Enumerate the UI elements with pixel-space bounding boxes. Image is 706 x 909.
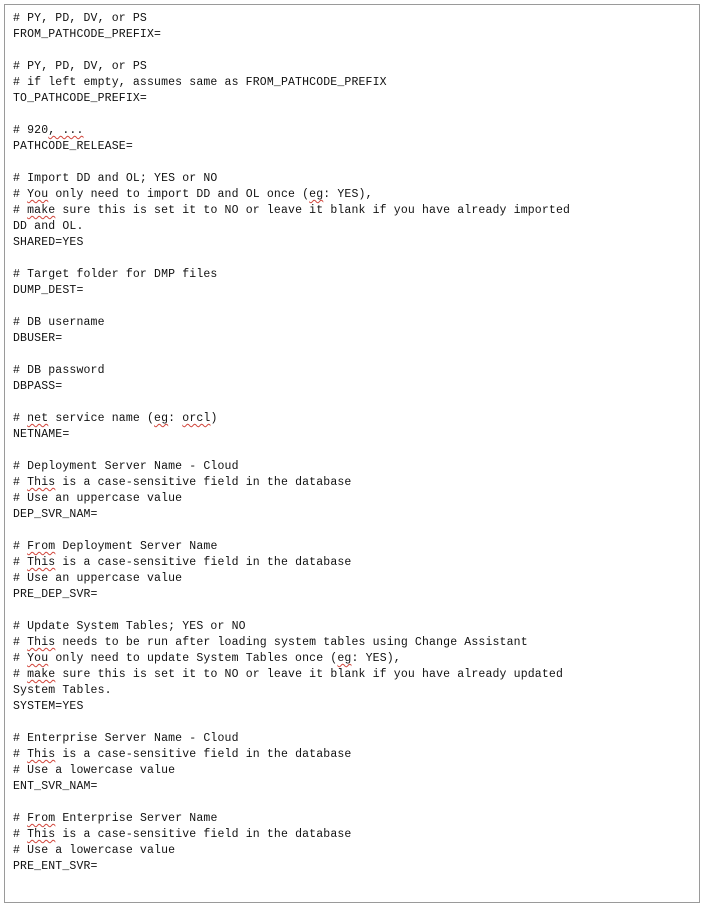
line-text: : bbox=[168, 412, 183, 425]
line-text: # bbox=[13, 748, 28, 761]
config-line bbox=[13, 59, 697, 75]
line-text: DD and OL. bbox=[13, 220, 84, 233]
config-line bbox=[13, 379, 697, 395]
config-line bbox=[13, 363, 697, 379]
line-text: # bbox=[13, 188, 28, 201]
line-text: # 920 bbox=[13, 124, 49, 137]
config-line bbox=[13, 91, 697, 107]
config-line bbox=[13, 187, 697, 203]
config-line bbox=[13, 139, 697, 155]
line-text: Enterprise Server Name bbox=[55, 812, 218, 825]
line-text: # Enterprise Server Name - Cloud bbox=[13, 732, 239, 745]
line-text: # bbox=[13, 652, 28, 665]
line-text: PRE_DEP_SVR= bbox=[13, 588, 98, 601]
line-text: is a case-sensitive field in the database bbox=[55, 828, 352, 841]
config-line bbox=[13, 843, 697, 859]
config-line bbox=[13, 27, 697, 43]
line-text: PRE_ENT_SVR= bbox=[13, 860, 98, 873]
config-block bbox=[13, 123, 697, 155]
config-line bbox=[13, 619, 697, 635]
line-text: SYSTEM=YES bbox=[13, 700, 84, 713]
config-line bbox=[13, 667, 697, 683]
spellcheck-flagged-word: You bbox=[27, 652, 49, 665]
config-block bbox=[13, 363, 697, 395]
line-text: # Target folder for DMP files bbox=[13, 268, 218, 281]
spellcheck-flagged-word: eg bbox=[337, 652, 352, 665]
config-block bbox=[13, 11, 697, 43]
line-text: TO_PATHCODE_PREFIX= bbox=[13, 92, 147, 105]
line-text: sure this is set it to NO or leave it blank if you have already imported bbox=[55, 204, 571, 217]
config-line bbox=[13, 763, 697, 779]
line-text: sure this is set it to NO or leave it blank if you have already updated bbox=[55, 668, 564, 681]
line-text: only need to import DD and OL once ( bbox=[48, 188, 310, 201]
line-text: : YES), bbox=[351, 652, 401, 665]
line-text: ENT_SVR_NAM= bbox=[13, 780, 98, 793]
line-text: # if left empty, assumes same as FROM_PATHCODE_PREFIX bbox=[13, 76, 387, 89]
line-text: # bbox=[13, 204, 28, 217]
config-text bbox=[13, 11, 697, 891]
config-line bbox=[13, 75, 697, 91]
config-line bbox=[13, 507, 697, 523]
line-text: : YES), bbox=[323, 188, 373, 201]
config-line bbox=[13, 731, 697, 747]
line-text: NETNAME= bbox=[13, 428, 70, 441]
line-text: SHARED=YES bbox=[13, 236, 84, 249]
line-text: # Use a lowercase value bbox=[13, 764, 176, 777]
config-line bbox=[13, 283, 697, 299]
spellcheck-flagged-word: , ... bbox=[48, 124, 84, 137]
spellcheck-flagged-word: orcl bbox=[182, 412, 211, 425]
spellcheck-flagged-word: make bbox=[27, 204, 56, 217]
config-block bbox=[13, 459, 697, 523]
config-document bbox=[4, 4, 700, 903]
config-block bbox=[13, 267, 697, 299]
spellcheck-flagged-word: This bbox=[27, 828, 56, 841]
line-text: FROM_PATHCODE_PREFIX= bbox=[13, 28, 162, 41]
config-block bbox=[13, 539, 697, 603]
spellcheck-flagged-word: eg bbox=[154, 412, 169, 425]
line-text: PATHCODE_RELEASE= bbox=[13, 140, 133, 153]
line-text: # Update System Tables; YES or NO bbox=[13, 620, 246, 633]
config-line bbox=[13, 683, 697, 699]
line-text: # Use an uppercase value bbox=[13, 492, 183, 505]
line-text: # PY, PD, DV, or PS bbox=[13, 60, 147, 73]
config-line bbox=[13, 651, 697, 667]
line-text: is a case-sensitive field in the database bbox=[55, 748, 352, 761]
config-block bbox=[13, 811, 697, 875]
config-line bbox=[13, 267, 697, 283]
config-line bbox=[13, 123, 697, 139]
spellcheck-flagged-word: eg bbox=[309, 188, 324, 201]
config-line bbox=[13, 779, 697, 795]
config-line bbox=[13, 219, 697, 235]
config-line bbox=[13, 555, 697, 571]
line-text: ) bbox=[210, 412, 218, 425]
spellcheck-flagged-word: You bbox=[27, 188, 49, 201]
spellcheck-flagged-word: From bbox=[27, 812, 56, 825]
config-line bbox=[13, 331, 697, 347]
line-text: DUMP_DEST= bbox=[13, 284, 84, 297]
line-text: # bbox=[13, 412, 28, 425]
config-line bbox=[13, 475, 697, 491]
config-line bbox=[13, 587, 697, 603]
line-text: DBUSER= bbox=[13, 332, 63, 345]
line-text: DBPASS= bbox=[13, 380, 63, 393]
line-text: # Import DD and OL; YES or NO bbox=[13, 172, 218, 185]
line-text: # bbox=[13, 636, 28, 649]
config-line bbox=[13, 427, 697, 443]
line-text: # Deployment Server Name - Cloud bbox=[13, 460, 239, 473]
config-block bbox=[13, 411, 697, 443]
spellcheck-flagged-word: This bbox=[27, 748, 56, 761]
config-block bbox=[13, 315, 697, 347]
spellcheck-flagged-word: make bbox=[27, 668, 56, 681]
config-line bbox=[13, 571, 697, 587]
line-text: # bbox=[13, 668, 28, 681]
config-line bbox=[13, 859, 697, 875]
config-line bbox=[13, 11, 697, 27]
config-line bbox=[13, 699, 697, 715]
config-line bbox=[13, 635, 697, 651]
line-text: # Use an uppercase value bbox=[13, 572, 183, 585]
config-line bbox=[13, 747, 697, 763]
config-block bbox=[13, 731, 697, 795]
spellcheck-flagged-word: This bbox=[27, 556, 56, 569]
config-line bbox=[13, 315, 697, 331]
line-text: needs to be run after loading system tables using Change Assistant bbox=[55, 636, 528, 649]
line-text: is a case-sensitive field in the database bbox=[55, 476, 352, 489]
line-text: System Tables. bbox=[13, 684, 112, 697]
line-text: # DB password bbox=[13, 364, 105, 377]
spellcheck-flagged-word: net bbox=[27, 412, 49, 425]
config-line bbox=[13, 827, 697, 843]
line-text: # DB username bbox=[13, 316, 105, 329]
line-text: service name ( bbox=[48, 412, 155, 425]
line-text: Deployment Server Name bbox=[55, 540, 218, 553]
line-text: # PY, PD, DV, or PS bbox=[13, 12, 147, 25]
line-text: # bbox=[13, 828, 28, 841]
config-line bbox=[13, 491, 697, 507]
config-line bbox=[13, 459, 697, 475]
spellcheck-flagged-word: This bbox=[27, 476, 56, 489]
line-text: # bbox=[13, 812, 28, 825]
spellcheck-flagged-word: This bbox=[27, 636, 56, 649]
line-text: DEP_SVR_NAM= bbox=[13, 508, 98, 521]
config-block bbox=[13, 619, 697, 715]
line-text: # bbox=[13, 476, 28, 489]
line-text: # bbox=[13, 540, 28, 553]
line-text: # bbox=[13, 556, 28, 569]
config-line bbox=[13, 235, 697, 251]
config-block bbox=[13, 59, 697, 107]
config-line bbox=[13, 411, 697, 427]
config-line bbox=[13, 811, 697, 827]
spellcheck-flagged-word: From bbox=[27, 540, 56, 553]
config-block bbox=[13, 171, 697, 251]
line-text: is a case-sensitive field in the database bbox=[55, 556, 352, 569]
line-text: # Use a lowercase value bbox=[13, 844, 176, 857]
config-line bbox=[13, 539, 697, 555]
line-text: only need to update System Tables once ( bbox=[48, 652, 338, 665]
config-line bbox=[13, 171, 697, 187]
config-line bbox=[13, 203, 697, 219]
